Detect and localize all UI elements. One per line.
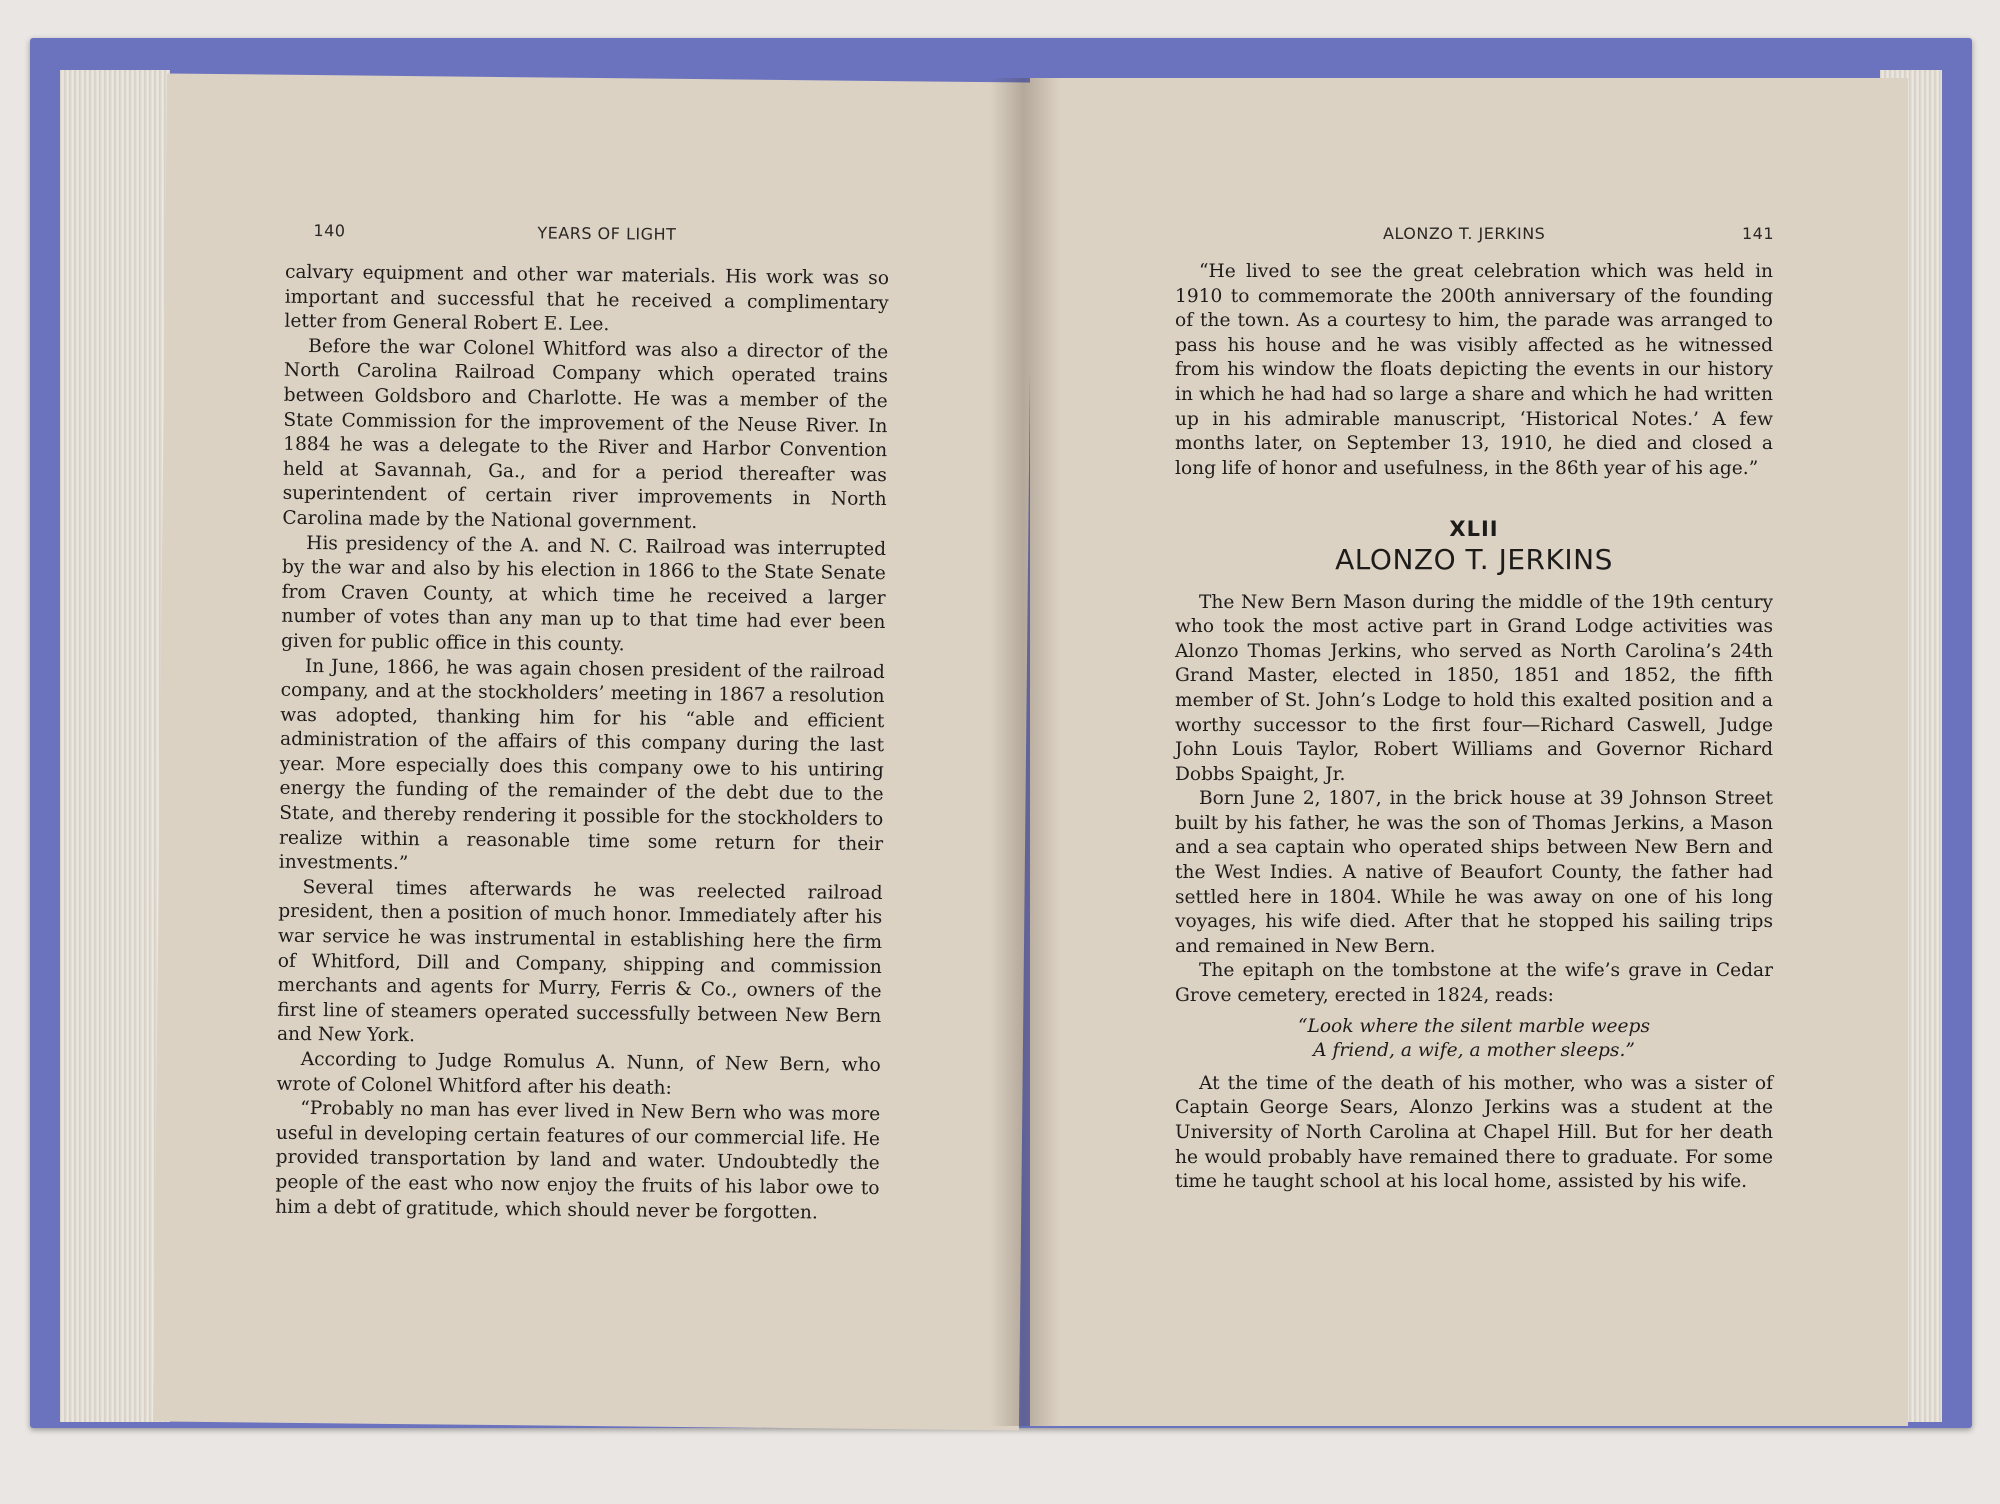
epitaph	[1175, 1015, 1773, 1064]
left-paragraph: In June, 1866, he was again chosen president of the railroad company, and at the stockholders’ meeting in 1867 a resolution was adopted, thanking him for his “able and efficient administration of the affairs of this company during the last year. More especially does this company owe to his untiring energy the funding of the remainder of the debt due to the State, and thereby rendering it possible for the stockholders to realize within a reasonable time some return for their investments.”	[278, 655, 885, 875]
left-paragraph: Several times afterwards he was reelected railroad president, then a position of much honor. Immediately after his war service he was instrumental in establishing here the firm of Whitford, Dill and Company, shipping and commission merchants and agents for Murry, Ferris & Co., owners of the first line of steamers operated successfully between New Bern and New York.	[276, 876, 883, 1047]
right-paragraph: At the time of the death of his mother, who was a sister of Captain George Sears, Alonzo Jerkins was a student at the University of North Carolina at Chapel Hill. But for her death he would probably have remained there to graduate. For some time he taught school at his local home, assisted by his wife.	[1175, 1072, 1773, 1193]
left-page-body	[275, 261, 889, 1226]
epitaph-line-1: “Look where the silent marble weeps	[1297, 1015, 1650, 1037]
right-quote-paragraph: “He lived to see the great celebration which was held in 1910 to commemorate the 200th anniversary of the founding of the town. As a courtesy to him, the parade was arranged to pass his house and he was visibly affected as he witnessed from his window the floats depicting the events in our history in which he had had so large a share and which he had written up in his admirable manuscript, ‘Historical Notes.’ A few months later, on September 13, 1910, he died and closed a long life of honor and usefulness, in the 86th year of his age.”	[1175, 261, 1773, 479]
right-paragraph: Born June 2, 1807, in the brick house at 39 Johnson Street built by his father, he was the son of Thomas Jerkins, a Mason and a sea captain who operated ships between New Bern and the West Indies. A native of Beaufort County, the father had settled here in 1804. While he was away on one of his long voyages, his wife died. After that he stopped his sailing trips and remained in New Bern.	[1175, 788, 1773, 957]
right-page	[1030, 78, 1908, 1426]
right-page-number: 141	[1742, 224, 1775, 243]
left-paragraph: “Probably no man has ever lived in New Bern who was more useful in developing certain features of our commercial life. He provided transportation by land and water. Undoubtedly the people of the east who now enjoy the fruits of his labor owe to him a debt of gratitude, which should never be forgotten.	[275, 1098, 881, 1223]
left-paragraph: His presidency of the A. and N. C. Railroad was interrupted by the war and also by his election in 1866 to the State Senate from Craven County, at which time he received a larger number of votes than any man up to that time had ever been given for public office in this county.	[281, 532, 887, 656]
left-page-edges	[60, 70, 170, 1422]
left-paragraph: According to Judge Romulus A. Nunn, of New Bern, who wrote of Colonel Whitford after his death:	[276, 1048, 881, 1099]
right-paragraph: The epitaph on the tombstone at the wife’s grave in Cedar Grove cemetery, erected in 1824, reads:	[1175, 960, 1773, 1007]
left-running-head-title: YEARS OF LIGHT	[537, 223, 677, 244]
epitaph-line-2: A friend, a wife, a mother sleeps.”	[1313, 1040, 1635, 1062]
book-gutter	[990, 78, 1060, 1426]
right-paragraph: The New Bern Mason during the middle of the 19th century who took the most active part in Grand Lodge activities was Alonzo Thomas Jerkins, who served as North Carolina’s 24th Grand Master, elected in 1850, 1851 and 1852, the fifth member of St. John’s Lodge to hold this exalted position and a worthy successor to the first four—Richard Caswell, Judge John Louis Taylor, Robert Williams and Governor Richard Dobbs Spaight, Jr.	[1175, 591, 1773, 785]
book-spine	[920, 38, 1080, 68]
left-page	[153, 74, 1033, 1431]
chapter-title: ALONZO T. JERKINS	[1335, 542, 1613, 576]
chapter-number: XLII	[1449, 517, 1499, 542]
left-paragraph: Before the war Colonel Whitford was also a director of the North Carolina Railroad Company which operated trains between Goldsboro and Charlotte. He was a member of the State Commission for the improvement of the Neuse River. In 1884 he was a delegate to the River and Harbor Convention held at Savannah, Ga., and for a period thereafter was superintendent of certain river improvements in North Carolina made by the National government.	[282, 335, 889, 534]
left-page-number: 140	[313, 221, 346, 241]
right-running-head-title: ALONZO T. JERKINS	[1383, 224, 1546, 243]
right-page-body	[1175, 260, 1773, 1195]
left-paragraph: calvary equipment and other war materials. His work was so important and successful that he received a complimentary letter from General Robert E. Lee.	[284, 261, 890, 336]
left-running-header	[166, 219, 1032, 244]
